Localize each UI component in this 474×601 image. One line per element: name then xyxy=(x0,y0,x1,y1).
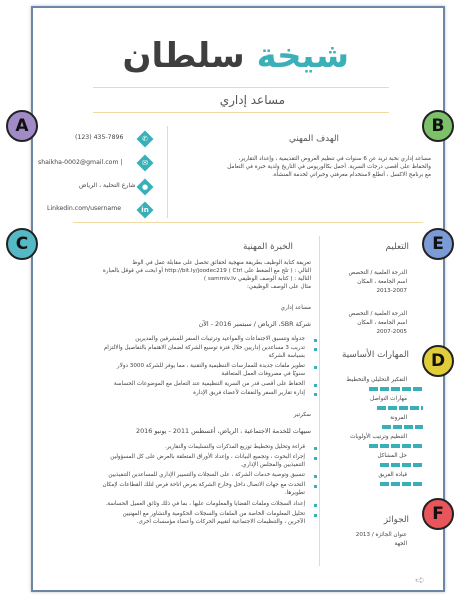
job-bullet: تطوير ملفات جديدة للممارسات التنظيمية والتقنية ، مما يوفر للشركة 3000 دولار xyxy=(116,363,305,369)
skill-level-bar xyxy=(380,482,423,486)
job-title: مساعد إداري xyxy=(219,93,285,107)
skill-name: التفكير التحليلي والتخطيط xyxy=(346,377,407,383)
skills-heading: المهارات الأساسية xyxy=(342,350,409,360)
candidate-name: شيخة سلطان xyxy=(122,36,349,76)
badge-f: F xyxy=(422,498,454,530)
skill-name: قيادة الفريق xyxy=(378,472,407,478)
badge-a: A xyxy=(6,110,38,142)
skill-level-bar xyxy=(377,406,423,410)
job-bullet: الحفاظ على أقصى قدر من السرية التنظيمية عند التعامل مع الموضوعات الحساسة xyxy=(113,381,305,387)
education-school: اسم الجامعة ، المكان xyxy=(357,320,407,326)
bullet-marker xyxy=(314,384,317,387)
bullet-marker xyxy=(314,339,317,342)
badge-b: B xyxy=(422,110,454,142)
bullet-marker xyxy=(314,447,317,450)
skill-level-bar xyxy=(369,387,423,391)
job-bullet: إجراء البحوث ، وتجميع البيانات ، وإعداد الأوراق المتعلقة بالعرض على كل المسؤولين xyxy=(110,454,305,460)
job-title: مساعد إداري xyxy=(280,305,311,311)
job-bullet: تطويرها. xyxy=(284,490,305,496)
location-icon: ● xyxy=(137,179,154,196)
job-bullet: التنفيذيين والمجلس الإداري. xyxy=(240,462,305,468)
email-icon: ✉ xyxy=(137,155,154,172)
objective-line: مساعد إداري نخبة تريد عن 6 سنوات في تنظيم العروض التقديمية ، وإعداد التقارير، xyxy=(238,156,431,162)
bullet-marker xyxy=(314,504,317,507)
education-degree: الدرجة العلمية / التخصص xyxy=(348,270,407,276)
contact-divider xyxy=(167,126,168,218)
job-bullet: جدولة وتنسيق الاجتماعات والمواعيد وترتيبات السفر للمشرفين والمديرين xyxy=(135,336,305,342)
bullet-marker xyxy=(314,475,317,478)
job-bullet: الآخرين ، والتنظيمات الاجتماعية لتقييم الحركات وأعضاء مؤسسات أخرى. xyxy=(136,519,305,525)
experience-intro-line: التالي : ( تلح مع الضغط على Ctrl ) http://bit.ly/joodec219 أو ابحث في قوقل بالعبارة xyxy=(102,268,311,274)
awards-heading: الجوائز xyxy=(383,515,409,525)
job-bullet: قراءة وتحليل وتخطيط توزيع المذكرات والتسليمات والتقارير. xyxy=(164,444,305,450)
bullet-marker xyxy=(314,457,317,460)
bullet-marker xyxy=(314,393,317,396)
job-bullet: إعداد السجلات وملفات القضايا والمعلومات عليها ، بما في ذلك وثائق العميل الحساسة. xyxy=(105,501,305,507)
job-bullet: تنسيق وتوصية خدمات الشركة ، على السجلات والتسيير الإداري للمساعدين التنفيذيين xyxy=(108,472,305,478)
bullet-marker xyxy=(314,514,317,517)
address-text: شارع التحلية ، الرياض xyxy=(79,182,136,189)
job-bullet: سنويًا في مصروفات العمل المتعاقبة xyxy=(221,371,305,377)
objective-line: والحفاظ على أقصى درجات السرية. أحمل بكالوريوس في التاريخ ولدية خبرة في التعامل xyxy=(227,164,431,170)
skill-name: المرونة xyxy=(390,415,407,421)
education-years: 2007-2005 xyxy=(376,329,407,335)
resume-page xyxy=(31,6,445,592)
skill-level-bar xyxy=(380,463,423,467)
badge-d: D xyxy=(422,345,454,377)
skill-level-bar xyxy=(382,425,423,429)
job-bullet: إدارة تقارير السفر والنفقات لأعضاء فريق الإدارة xyxy=(193,390,305,396)
job-company: شركة SBR، الرياض / سبتمبر 2016 - الآن xyxy=(198,320,311,328)
section-rule xyxy=(73,222,423,223)
education-degree: الدرجة العلمية / التخصص xyxy=(348,311,407,317)
header-rule-top xyxy=(93,87,389,88)
experience-intro-line: التالية : ( كتابة الوصف الوظيفي sammiv.lv ) xyxy=(203,276,311,282)
linkedin-icon: in xyxy=(137,202,154,219)
experience-intro-line: تعريفة كتابة الوظيف بطريقة منهجية لحقائق تحصل على مقابلة عمل في الوظ xyxy=(132,260,311,266)
education-school: اسم الجامعة ، المكان xyxy=(357,279,407,285)
email-text[interactable]: shaikha-0002@gmail.com | xyxy=(38,159,123,166)
skill-level-bar xyxy=(369,444,423,448)
phone-text: (123) 435-7896 xyxy=(75,134,124,141)
job-bullet: تحليل المعلومات الخاصة من الملفات والسجلات الحكومية والتشاور مع المهنيين xyxy=(122,511,305,517)
bullet-marker xyxy=(314,485,317,488)
job-bullet: تدريب 3 مساعدين إداريين خلال فترة توسيع الشركة لضمان الاهتمام بالتفاصيل والالتزام xyxy=(103,345,305,351)
bullet-marker xyxy=(314,366,317,369)
objective-line: مع برنامج الاكسل ، أتطلع لاستخدام معرفتي وخبراتي لخدمة المنشأة. xyxy=(272,172,431,178)
education-heading: التعليم xyxy=(385,242,409,252)
education-years: 2013-2007 xyxy=(376,288,407,294)
header-rule-bottom xyxy=(93,112,389,113)
job-bullet: التحدث مع جهات الاتصال داخل وخارج الشركة بغرض اتاحة فرص لتلك القطاعات لإمكان xyxy=(102,482,305,488)
award-title: عنوان الجائزة / 2013 xyxy=(355,532,407,538)
award-org: الجهة xyxy=(394,541,407,547)
badge-c: C xyxy=(6,228,38,260)
job-company: سيهات للخدمة الاجتماعية ، الرياض، أغسطس 2011 - يونيو 2016 xyxy=(136,427,311,435)
badge-e: E xyxy=(422,228,454,260)
job-title: سكرتير xyxy=(293,412,311,418)
skill-name: حل المشاكل xyxy=(377,453,407,459)
objective-heading: الهدف المهني xyxy=(289,134,339,144)
next-page-arrow-icon: ➪ xyxy=(415,573,426,587)
bullet-marker xyxy=(314,348,317,351)
skill-name: مهارات التواصل xyxy=(370,396,407,402)
column-divider xyxy=(319,236,320,566)
linkedin-text[interactable]: Linkedin.com/username xyxy=(47,205,122,212)
experience-heading: الخبرة المهنية xyxy=(242,242,293,252)
phone-icon: ✆ xyxy=(137,131,154,148)
skill-name: التنظيم وترتيب الأولويات xyxy=(350,434,407,440)
job-bullet: بسياسة الشركة xyxy=(268,353,305,359)
experience-intro-line: مثال على الوصف الوظيفي: xyxy=(247,284,311,290)
